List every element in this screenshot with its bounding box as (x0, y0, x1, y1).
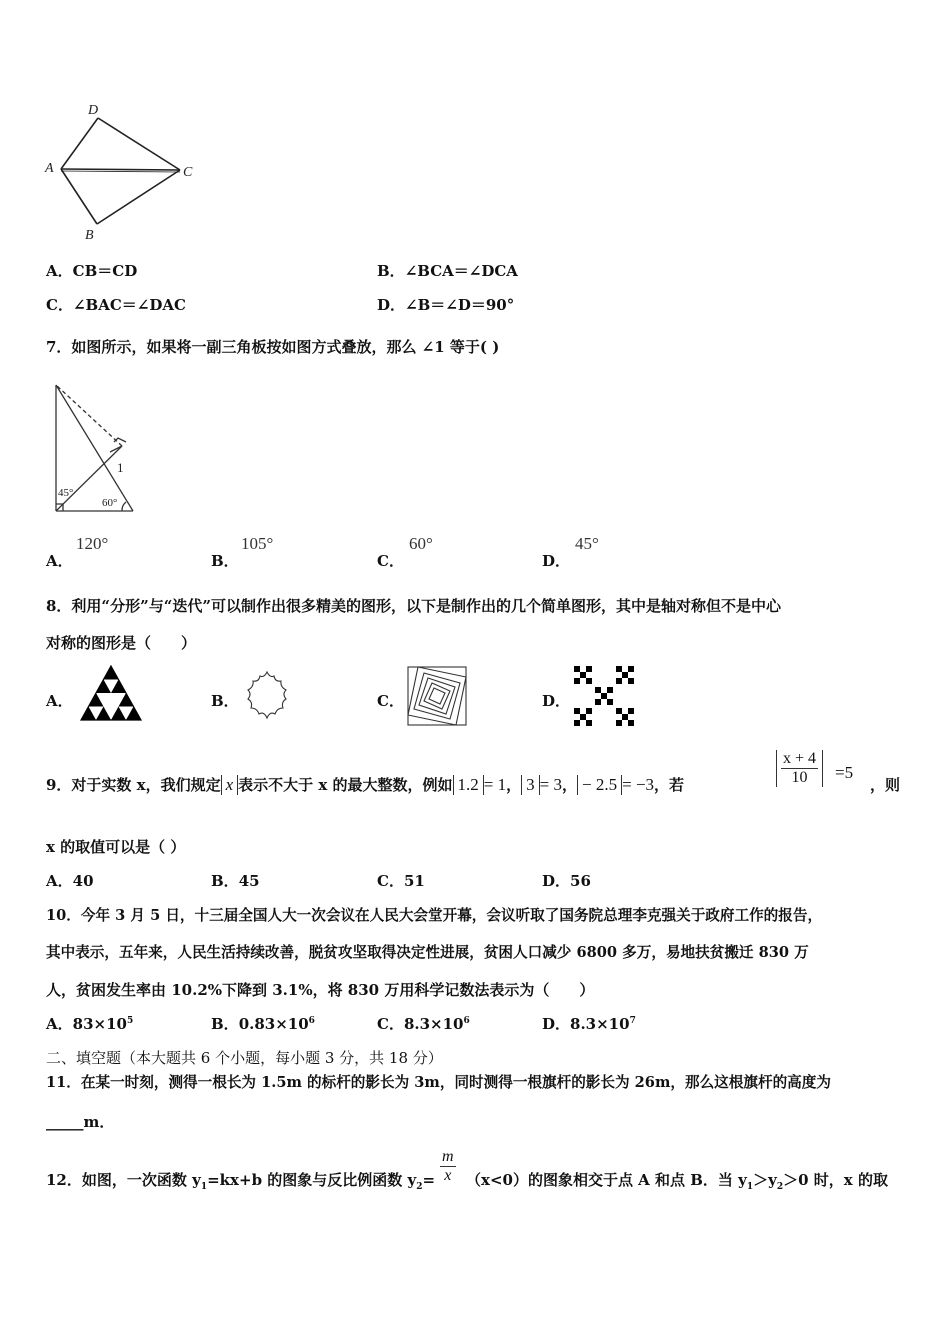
q6-label-c: C (183, 165, 193, 180)
q8-stem-line1: 8．利用“分形”与“迭代”可以制作出很多精美的图形，以下是制作出的几个简单图形，其中是轴对称但不是中心 (46, 597, 781, 615)
q6-side-ba (61, 169, 97, 224)
q6-label-b: B (85, 228, 94, 243)
section-2-heading: 二、填空题（本大题共 6 个小题，每小题 3 分，共 18 分） (46, 1049, 443, 1067)
q11-stem-line1: 11．在某一时刻，测得一根长为 1.5m 的标杆的影长为 3m，同时测得一根旗杆的影长为 26m，那么这根旗杆的高度为 (46, 1074, 831, 1091)
q8-stem-line2: 对称的图形是（ ） (46, 634, 197, 652)
q8-vicsek-fractal-icon (574, 666, 634, 726)
q10-option-c[interactable]: C．$8.3\times 10^6$ (377, 1015, 470, 1033)
q7-option-d[interactable]: D． (542, 552, 571, 570)
q7-angle-1-label: 1 (117, 460, 124, 475)
q8-option-b[interactable]: B． (211, 692, 239, 710)
q9-example-1: 1.2 (453, 775, 484, 795)
q9-example-2: 3 (521, 775, 540, 795)
q10-option-d[interactable]: D．$8.3\times 10^7$ (542, 1015, 636, 1033)
q6-label-a: A (45, 161, 54, 176)
q8-sierpinski-triangle-icon (76, 664, 146, 726)
q7-option-b[interactable]: B． (211, 552, 239, 570)
q7-option-a[interactable]: A． (46, 552, 73, 570)
q8-nested-squares-icon (406, 665, 468, 727)
q8-option-d[interactable]: D． (542, 692, 571, 710)
q12-fraction-m-over-x: $\frac{m}{x}$ (442, 1148, 454, 1184)
q9-option-b[interactable]: B．45 (211, 872, 260, 890)
q10-option-b[interactable]: B．$0.83\times 10^6$ (211, 1015, 315, 1033)
q6-side-dc (98, 118, 180, 170)
q10-stem-line1: 10．今年 3 月 5 日，十三届全国人大一次会议在人民大会堂开幕，会议听取了国务院总理李克强关于政府工作的报告， (46, 907, 823, 924)
q9-option-c[interactable]: C．51 (377, 872, 425, 890)
q7-option-c-value: 60° (409, 534, 433, 553)
q7-stem: 7．如图所示，如果将一副三角板按如图方式叠放，那么 ∠1 等于( ) (46, 338, 500, 356)
q7-option-a-value: 120° (76, 534, 109, 553)
q10-stem-line2: 其中表示，五年来，人民生活持续改善，脱贫攻坚取得决定性进展，贫困人口减少 6800 多万，易地扶贫搬迁 830 万 (46, 944, 809, 961)
q6-option-a[interactable]: A．CB＝CD (46, 262, 138, 280)
q11-stem-line2: _____m． (46, 1113, 115, 1131)
q7-option-b-value: 105° (241, 534, 274, 553)
q6-option-c[interactable]: C．∠BAC＝∠DAC (46, 296, 186, 314)
q6-side-cb (97, 170, 180, 224)
q7-angle-60-label: 60° (102, 497, 118, 509)
q9-floor-x: x (221, 775, 239, 795)
q9-option-d[interactable]: D．56 (542, 872, 591, 890)
q9-condition-fraction: $\frac{x + 4}{10}$ (776, 750, 823, 787)
q11-answer-blank[interactable]: _____ (46, 1113, 84, 1131)
q9-example-3: − 2.5 (577, 775, 622, 795)
q6-quadrilateral-figure (40, 98, 210, 244)
q9-stem-line1: 9．对于实数 x，我们规定 x 表示不大于 x 的最大整数，例如 1.2 = 1， 3 = 3， − 2.5 = −3，若 (46, 775, 685, 794)
q10-option-a[interactable]: A．$83\times 10^5$ (46, 1015, 134, 1033)
q12-stem-line1-cont: （x<0）的图象相交于点 A 和点 B．当 $y_1>y_2>0$ 时，x 的取 (466, 1171, 888, 1192)
q8-option-a[interactable]: A． (46, 692, 73, 710)
q12-stem-line1: 12．如图，一次函数 $y_1=kx+b$ 的图象与反比例函数 $y_2=$ (46, 1171, 436, 1192)
q9-stem-line2: x 的取值可以是（ ） (46, 838, 186, 856)
q8-koch-snowflake-icon (238, 668, 296, 728)
q9-condition-eq: =5 (835, 763, 854, 782)
q6-option-b[interactable]: B．∠BCA＝∠DCA (377, 262, 518, 280)
q10-stem-line3: 人，贫困发生率由 10.2%下降到 3.1%，将 830 万用科学记数法表示为（ ） (46, 981, 595, 999)
q6-side-ad (61, 118, 98, 169)
q8-option-c[interactable]: C． (377, 692, 404, 710)
q6-option-d[interactable]: D．∠B＝∠D＝90° (377, 296, 515, 314)
q9-stem-end: ，则 (870, 776, 901, 794)
q7-angle-45-label: 45° (58, 487, 74, 499)
q7-option-d-value: 45° (575, 534, 599, 553)
q6-label-d: D (88, 103, 99, 118)
q7-triangle-rulers-figure (48, 380, 148, 516)
q9-option-a[interactable]: A．40 (46, 872, 94, 890)
q7-option-c[interactable]: C． (377, 552, 404, 570)
q6-diagonal-ac (61, 169, 180, 170)
